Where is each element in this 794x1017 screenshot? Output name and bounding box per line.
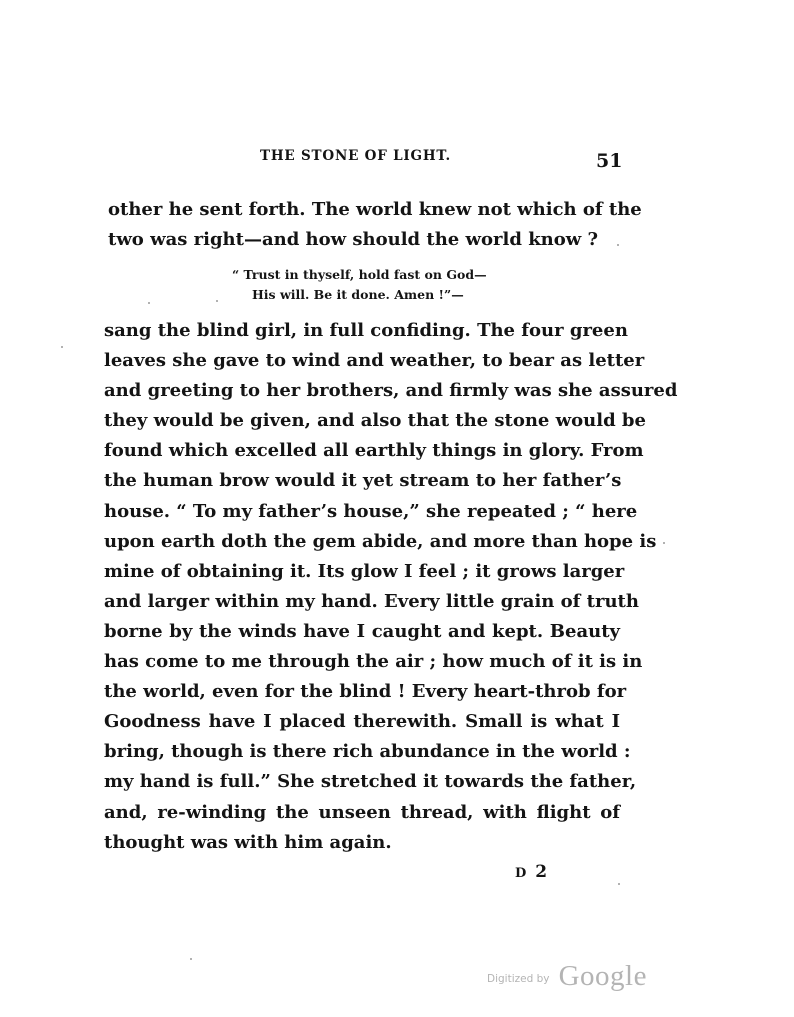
text-line: has come to me through the air ; how much of it is in <box>104 651 643 673</box>
text-line: other he sent forth. The world knew not which of the <box>108 199 642 220</box>
scan-speck <box>61 346 63 348</box>
text-line: upon earth doth the gem abide, and more than hope is <box>104 530 657 552</box>
running-head <box>0 148 794 172</box>
text-line: and greeting to her brothers, and firmly was she assured <box>104 380 678 402</box>
text-line: house. “ To my father’s house,” she repeated ; “ here <box>104 500 638 522</box>
paragraph-continuation <box>108 195 642 255</box>
verse-line: His will. Be it done. Amen !”— <box>252 287 464 302</box>
scan-speck <box>216 300 218 302</box>
watermark-brand-logo: Google <box>558 960 647 992</box>
text-line: sang the blind girl, in full confiding. The four green <box>104 320 628 341</box>
text-line: found which excelled all earthly things in glory. From <box>104 440 644 462</box>
verse-line: “ Trust in thyself, hold fast on God— <box>232 267 487 282</box>
text-line: and larger within my hand. Every little grain of truth <box>104 590 639 612</box>
scan-speck <box>148 302 150 304</box>
scan-speck <box>663 542 665 544</box>
paragraph-main <box>104 316 678 858</box>
signature-number: 2 <box>535 862 549 882</box>
scan-speck <box>190 958 192 960</box>
text-line: leaves she gave to wind and weather, to bear as letter <box>104 350 645 372</box>
text-line: bring, though is there rich abundance in the world : <box>104 741 631 763</box>
signature-letter: D <box>515 866 529 881</box>
watermark-prefix: Digitized by <box>487 973 550 985</box>
text-line: and, re-winding the unseen thread, with flight of <box>104 801 620 823</box>
scan-speck <box>618 883 620 885</box>
verse-quotation <box>0 265 794 305</box>
running-title: THE STONE OF LIGHT. <box>260 148 452 164</box>
text-line: thought was with him again. <box>104 831 392 853</box>
text-line: the world, even for the blind ! Every heart-throb for <box>104 681 627 703</box>
scan-speck <box>617 244 619 246</box>
text-line: they would be given, and also that the stone would be <box>104 410 646 432</box>
text-line: mine of obtaining it. Its glow I feel ; it grows larger <box>104 560 625 582</box>
text-line: Goodness have I placed therewith. Small is what I <box>104 711 620 733</box>
text-line: two was right—and how should the world know ? <box>108 229 599 251</box>
page-number: 51 <box>596 150 623 172</box>
text-line: my hand is full.” She stretched it towards the father, <box>104 771 637 793</box>
text-line: the human brow would it yet stream to her father’s <box>104 470 622 492</box>
text-line: borne by the winds have I caught and kept. Beauty <box>104 620 620 642</box>
digitized-watermark <box>487 960 647 993</box>
signature-mark <box>515 862 548 882</box>
